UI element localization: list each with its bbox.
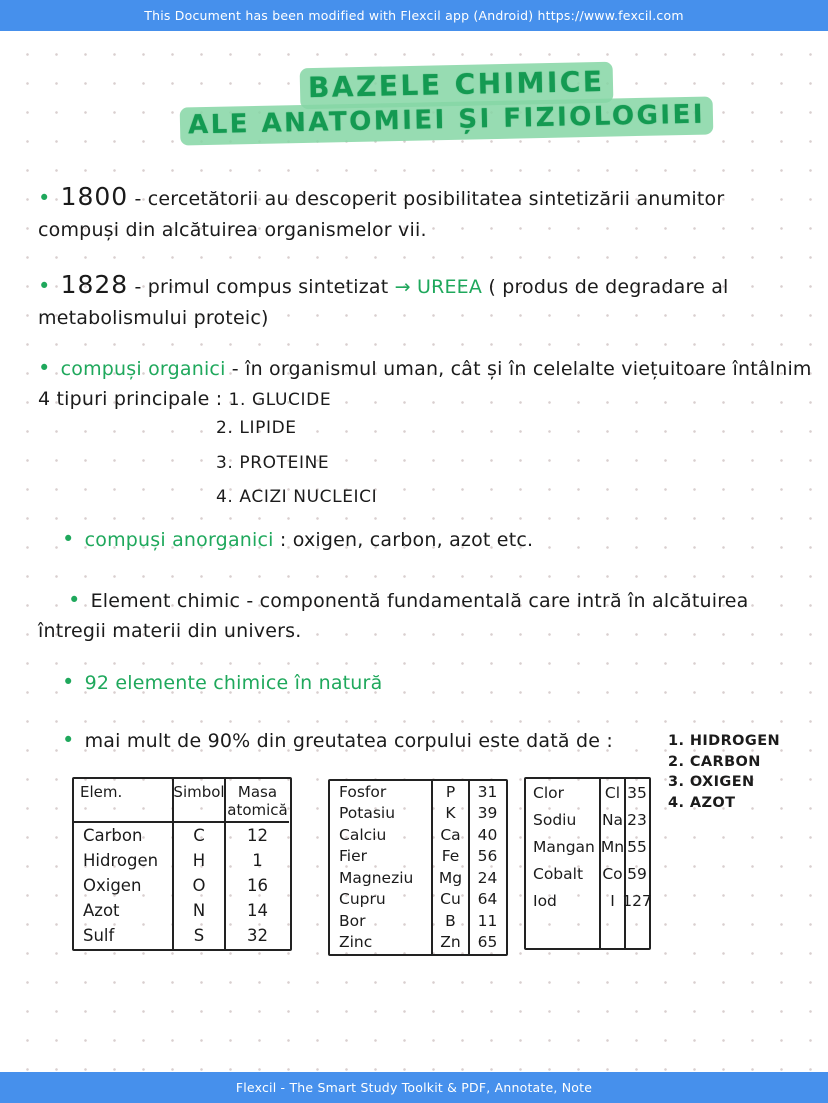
table-header-cell: Masa atomică [226, 779, 289, 823]
main-element-3: 3. OXIGEN [668, 774, 755, 791]
bullet-icon: • [68, 588, 81, 612]
table-cell: Bor [339, 911, 366, 930]
element-chimic-text: Element chimic - componentă fundamentală care intră în alcătuirea întregii materii din univers. [38, 590, 749, 642]
table-cell: 1 [252, 851, 263, 870]
bullet-icon: • [38, 356, 51, 380]
main-element-2: 2. CARBON [668, 753, 761, 770]
organici-label: compuși organici [60, 358, 226, 380]
table-cell: Na [601, 810, 624, 829]
table-cell: 12 [247, 826, 268, 845]
note-1800 [38, 178, 806, 245]
table-cell: I [610, 891, 615, 910]
table-cell: Iod [533, 891, 557, 910]
table-cell: Magneziu [339, 868, 414, 887]
anorganici-label: compuși anorganici [84, 529, 274, 551]
main-elements-list [668, 731, 780, 813]
table-cell: Ca [440, 825, 461, 844]
table-column-element [74, 779, 172, 949]
anorganici-text: : oxigen, carbon, azot etc. [279, 529, 534, 551]
note-1828-post: ( produs de degradare al metabolismului proteic) [38, 276, 729, 329]
table-column-symbol [431, 781, 468, 954]
table-cell: 32 [247, 926, 268, 945]
table-cell: Clor [533, 783, 564, 802]
table-cell: 40 [477, 825, 498, 844]
table-cell: O [192, 876, 206, 895]
table-cell: 64 [477, 890, 498, 909]
table-cell: 14 [247, 901, 268, 920]
table-cell: 16 [247, 876, 268, 895]
table-cell: S [193, 926, 205, 945]
table-column-atomic-mass [224, 779, 289, 949]
table-cell: P [445, 782, 456, 801]
table-cell: 11 [477, 911, 498, 930]
table-cell: 127 [622, 891, 652, 910]
title-text-2: ALE ANATOMIEI ȘI FIZIOLOGIEI [187, 99, 706, 141]
table-cell: Azot [83, 901, 120, 920]
table-cell: Zinc [339, 933, 373, 952]
table-cell: Mangan [533, 837, 595, 856]
note-compusi-anorganici [62, 524, 782, 556]
organici-item-4: 4. ACIZI NUCLEICI [216, 487, 378, 508]
table-cell: 59 [627, 864, 647, 883]
table-cell: 56 [477, 847, 498, 866]
table-cell: Cobalt [533, 864, 584, 883]
table-cell: K [445, 804, 456, 823]
organici-text: - în organismul uman, cât și în celelalte viețuitoare întâlnim 4 tipuri principale : [38, 358, 812, 410]
table-cell: B [445, 911, 456, 930]
table-cell: Sodiu [533, 810, 577, 829]
table-cell: Cl [604, 783, 621, 802]
table-cell: 24 [477, 868, 498, 887]
table-cell: 65 [477, 933, 498, 952]
elements-table-minerals [328, 779, 508, 956]
note-1828-ureea-arrow: → UREEA [394, 276, 483, 298]
bottom-banner-text: Flexcil - The Smart Study Toolkit & PDF, Annotate, Note [235, 1080, 593, 1095]
note-compusi-organici [38, 353, 812, 520]
table-cell: 31 [477, 782, 498, 801]
note-element-chimic [38, 585, 790, 646]
organici-sublist [216, 416, 812, 511]
title-text-1: BAZELE CHIMICE [307, 64, 605, 105]
organici-item-2: 2. LIPIDE [216, 417, 297, 438]
note-1828-text: - primul compus sintetizat [134, 276, 389, 298]
table-cell: Co [602, 864, 623, 883]
table-cell: Potasiu [339, 804, 396, 823]
table-cell: Fosfor [339, 782, 387, 801]
table-column-atomic-mass [622, 779, 652, 948]
table-cell: N [192, 901, 206, 920]
flexcil-top-banner [0, 0, 828, 31]
table-cell: Cupru [339, 890, 386, 909]
note-1828 [38, 266, 806, 333]
note-1800-text: - cercetătorii au descoperit posibilitatea sintetizării anumitor compuși din alcătuirea organismelor vii. [38, 188, 725, 241]
table-cell: Fe [441, 847, 460, 866]
note-1828-year: 1828 [60, 270, 129, 299]
note-greutate [62, 725, 662, 757]
table-column-symbol [172, 779, 224, 949]
table-cell: Calciu [339, 825, 387, 844]
main-element-1: 1. HIDROGEN [668, 733, 781, 749]
table-cell: H [192, 851, 206, 870]
table-cell: Oxigen [83, 876, 142, 895]
table-cell: 39 [477, 804, 498, 823]
table-column-element [526, 779, 599, 948]
table-column-symbol [599, 779, 624, 948]
main-element-4: 4. AZOT [668, 794, 736, 811]
table-cell: Mn [600, 837, 625, 856]
table-column-element [330, 781, 431, 954]
table-cell: Cu [440, 890, 461, 909]
top-banner-text: This Document has been modified with Flexcil app (Android) https://www.fexcil.com [144, 8, 684, 23]
table-cell: Zn [440, 933, 461, 952]
note-1800-year: 1800 [60, 182, 129, 211]
elements-table-main [72, 777, 292, 951]
table-header-cell: Elem. [74, 779, 172, 823]
table-cell: 55 [627, 837, 647, 856]
bullet-icon: • [38, 186, 51, 210]
bullet-icon: • [38, 274, 51, 298]
page-title-line-2 [180, 96, 714, 145]
table-cell: Hidrogen [83, 851, 159, 870]
table-cell: Mg [438, 868, 463, 887]
organici-item-3: 3. PROTEINE [216, 452, 330, 473]
table-cell: Fier [339, 847, 368, 866]
table-cell: 35 [627, 783, 647, 802]
note-sheet [0, 31, 828, 1072]
table-cell: 23 [627, 810, 647, 829]
table-header-cell: Simbol [174, 779, 224, 823]
organici-item-1: 1. GLUCIDE [228, 389, 332, 410]
flexcil-bottom-banner [0, 1072, 828, 1103]
bullet-icon: • [62, 670, 75, 694]
elements-table-trace [524, 777, 651, 950]
table-column-atomic-mass [468, 781, 505, 954]
note-92-elemente [62, 667, 382, 699]
table-cell: Carbon [83, 826, 143, 845]
table-cell: C [193, 826, 205, 845]
bullet-icon: • [62, 527, 75, 551]
greutate-text: mai mult de 90% din greutatea corpului este dată de : [84, 730, 613, 752]
bullet-icon: • [62, 728, 75, 752]
table-cell: Sulf [83, 926, 115, 945]
natura-text: 92 elemente chimice în natură [84, 672, 383, 694]
